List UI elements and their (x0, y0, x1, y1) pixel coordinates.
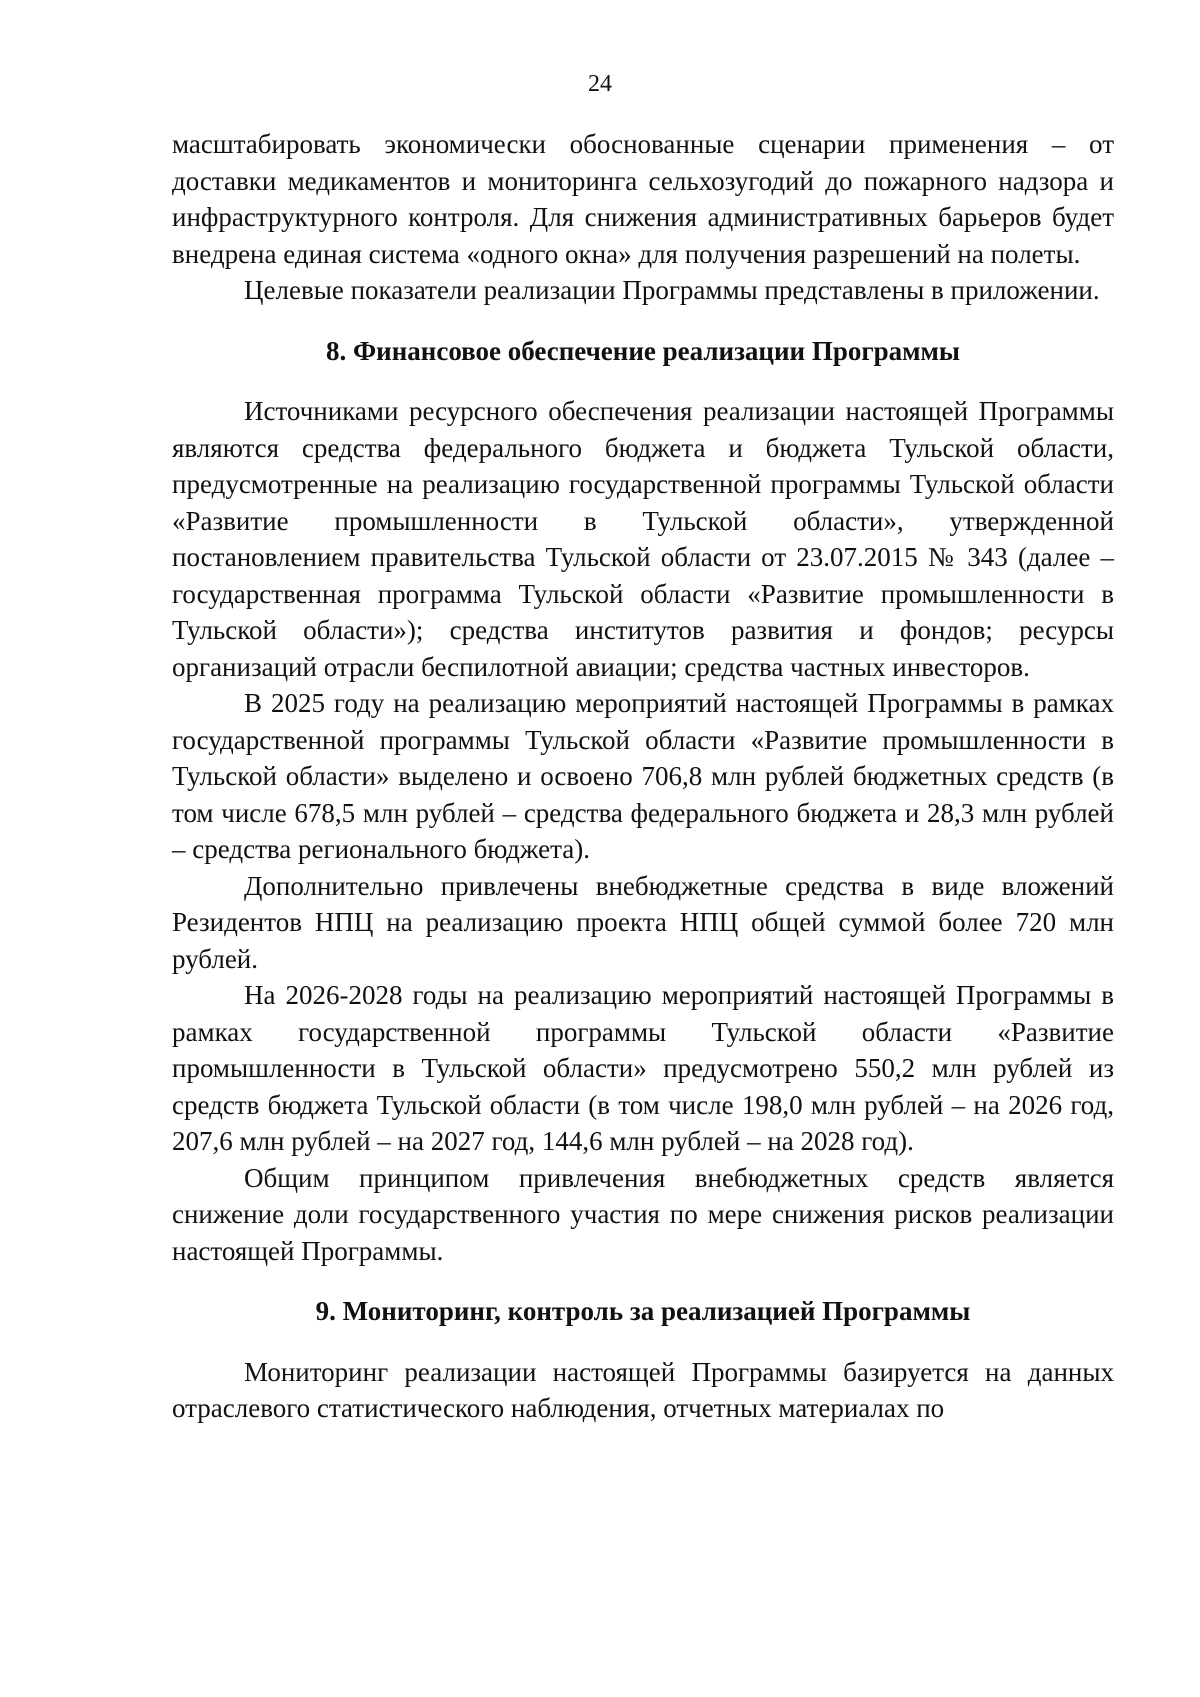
paragraph-intro-continuation: масштабировать экономически обоснованные сценарии применения – от доставки медикаментов и мониторинга сельхозугодий до пожарного надзора и инфраструктурного контроля. Для снижения административных барьеров будет внедрена единая система «одного окна» для получения разрешений на полеты. (172, 129, 1114, 269)
paragraph-additional-funds: Дополнительно привлечены внебюджетные средства в виде вложений Резидентов НПЦ на реализацию проекта НПЦ общей суммой более 720 млн рублей. (172, 870, 1114, 974)
paragraph-funding-2025: В 2025 году на реализацию мероприятий настоящей Программы в рамках государственной программы Тульской области «Развитие промышленности в Тульской области» выделено и освоено 706,8 млн рублей бюджетных средств (в том числе 678,5 млн рублей – средства федерального бюджета и 28,3 млн рублей – средства регионального бюджета). (172, 688, 1114, 864)
section-heading-monitoring: 9. Мониторинг, контроль за реализацией Программы (315, 1296, 971, 1326)
paragraph-funding-principle: Общим принципом привлечения внебюджетных средств является снижение доли государственного участия по мере снижения рисков реализации настоящей Программы. (172, 1162, 1114, 1266)
paragraph-funding-sources: Источниками ресурсного обеспечения реализации настоящей Программы являются средства федерального бюджета и бюджета Тульской области, предусмотренные на реализацию государственной программы Тульской области «Развитие промышленности в Тульской области», утвержденной постановлением правительства Тульской области от 23.07.2015 № 343 (далее – государственная программа Тульской области «Развитие промышленности в Тульской области»); средства институтов развития и фондов; ресурсы организаций отрасли беспилотной авиации; средства частных инвесторов. (172, 396, 1114, 682)
paragraph-monitoring: Мониторинг реализации настоящей Программы базируется на данных отраслевого статистического наблюдения, отчетных материалах по (172, 1356, 1114, 1423)
paragraph-funding-2026-2028: На 2026-2028 годы на реализацию мероприятий настоящей Программы в рамках государственной программы Тульской области «Развитие промышленности в Тульской области» предусмотрено 550,2 млн рублей из средств бюджета Тульской области (в том числе 198,0 млн рублей – на 2026 год, 207,6 млн рублей – на 2027 год, 144,6 млн рублей – на 2028 год). (172, 980, 1114, 1156)
paragraph-target-indicators: Целевые показатели реализации Программы представлены в приложении. (244, 275, 1100, 305)
page-body (172, 126, 1114, 1427)
page-number: 24 (588, 71, 612, 97)
section-heading-financing: 8. Финансовое обеспечение реализации Программы (325, 335, 961, 366)
